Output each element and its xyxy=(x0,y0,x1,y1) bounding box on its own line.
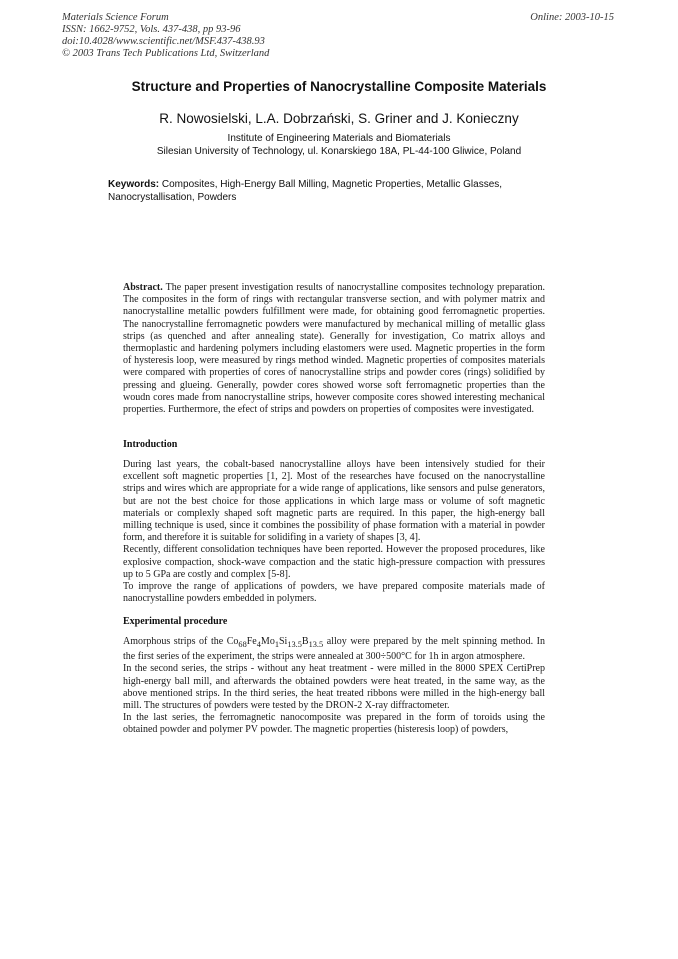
affiliation-institute: Institute of Engineering Materials and Biomaterials xyxy=(227,133,451,144)
online-date: Online: 2003-10-15 xyxy=(530,12,614,23)
introduction-paragraph: During last years, the cobalt-based nanocrystalline alloys have been intensively studied for their excellent soft magnetic properties [1, 2]. Most of the researches have focused on the nanocrystalline strips and wires which are appropriate for a wide range of applications, like sensors and pulse generators, but are not the best choice for those applications in which large mass or volume of soft magnetic materials or complexly shaped soft magnetic parts are required. In this paper, the high-energy ball milling technique is used, since it combines the possibility of phase formation with a material in powder form, and therefore it is suitable for solidifing in a variety of shapes [3, 4]. xyxy=(123,459,545,544)
paper-title: Structure and Properties of Nanocrystalline Composite Materials xyxy=(131,79,547,94)
introduction-paragraph: Recently, different consolidation techniques have been reported. However the proposed procedures, like explosive compaction, shock-wave compaction and the static high-pressure compaction with pressures up to 5 GPa are costly and complex [5-8]. xyxy=(123,544,545,580)
text-run: alloy were prepared by the melt spinning method. In the first series of the experiment, the strips were annealed at 300÷500°C for 1h in argon atmosphere. xyxy=(123,636,546,663)
journal-metadata xyxy=(62,12,269,60)
experimental-body xyxy=(123,636,545,737)
issn-line: ISSN: 1662-9752, Vols. 437-438, pp 93-96 xyxy=(62,24,241,35)
subscript: 13.5 xyxy=(308,640,324,649)
experimental-paragraph xyxy=(123,636,545,663)
introduction-heading: Introduction xyxy=(123,439,178,450)
experimental-heading: Experimental procedure xyxy=(123,616,228,627)
text-run: Mo xyxy=(260,636,275,647)
experimental-paragraph: In the last series, the ferromagnetic nanocomposite was prepared in the form of toroids using the obtained powder and polymer PV powder. The magnetic properties (histeresis loop) of powders, xyxy=(123,712,545,736)
keywords-text: Composites, High-Energy Ball Milling, Magnetic Properties, Metallic Glasses, Nanocrystallisation, Powders xyxy=(108,179,503,203)
doi-line: doi:10.4028/www.scientific.net/MSF.437-438.93 xyxy=(62,36,265,47)
abstract xyxy=(123,282,545,416)
keywords xyxy=(108,179,528,204)
keywords-label: Keywords: xyxy=(108,179,160,190)
text-run: B xyxy=(301,636,309,647)
subscript: 4 xyxy=(256,640,261,649)
subscript: 13.5 xyxy=(287,640,302,649)
text-run: Si xyxy=(279,636,288,647)
affiliation xyxy=(0,132,678,158)
introduction-body xyxy=(123,459,545,605)
text-run: Amorphous strips of the Co xyxy=(123,636,239,647)
author-list: R. Nowosielski, L.A. Dobrzański, S. Griner and J. Konieczny xyxy=(159,111,519,126)
journal-name: Materials Science Forum xyxy=(62,12,169,23)
text-run: Fe xyxy=(246,636,257,647)
affiliation-address: Silesian University of Technology, ul. Konarskiego 18A, PL-44-100 Gliwice, Poland xyxy=(156,146,522,157)
abstract-text: The paper present investigation results of nanocrystalline composites technology preparation. The composites in the form of rings with rectangular transverse section, and with polymer matrix and nanocrystalline metallic powders fulfillment were made, for obtaining good ferromagnetic properties. The nanocrystalline ferromagnetic powders were manufactured by mechanical milling of metallic glass strips (as quenched and after annealing state). Generally for investigation, Co matrix alloys and thermoplastic and hardening polymers including elastomers were used. Magnetic properties in the form of hysteresis loop, were measured by rings method winded. Magnetic properties of composites materials were compared with properties of cores of nanocrystalline strips and powder cores (rings) solidified by pressing and glueing. Generally, powder cores showed worse soft ferromagnetic properties than the woudn cores made from nanocrystalline strips, however composite cores showed interesting mechanical properties. Furthermore, the efect of strips and powders on properties of composites were investigated. xyxy=(123,282,545,416)
experimental-paragraph: In the second series, the strips - without any heat treatment - were milled in the 8000 SPEX CertiPrep high-energy ball mill, and afterwards the obtained powders were heat treated, in the same way, as the above mentioned strips. In the third series, the heat treated ribbons were milled in the high-energy ball mill. The structures of powders were tested by the DRON-2 X-ray diffractometer. xyxy=(123,663,545,712)
introduction-paragraph: To improve the range of applications of powders, we have prepared composite materials made of nanocrystalline powders embedded in polymers. xyxy=(123,581,545,605)
abstract-label: Abstract. xyxy=(123,282,163,293)
copyright-line: © 2003 Trans Tech Publications Ltd, Switzerland xyxy=(62,48,270,59)
subscript: 68 xyxy=(238,640,247,649)
subscript: 1 xyxy=(274,640,279,649)
